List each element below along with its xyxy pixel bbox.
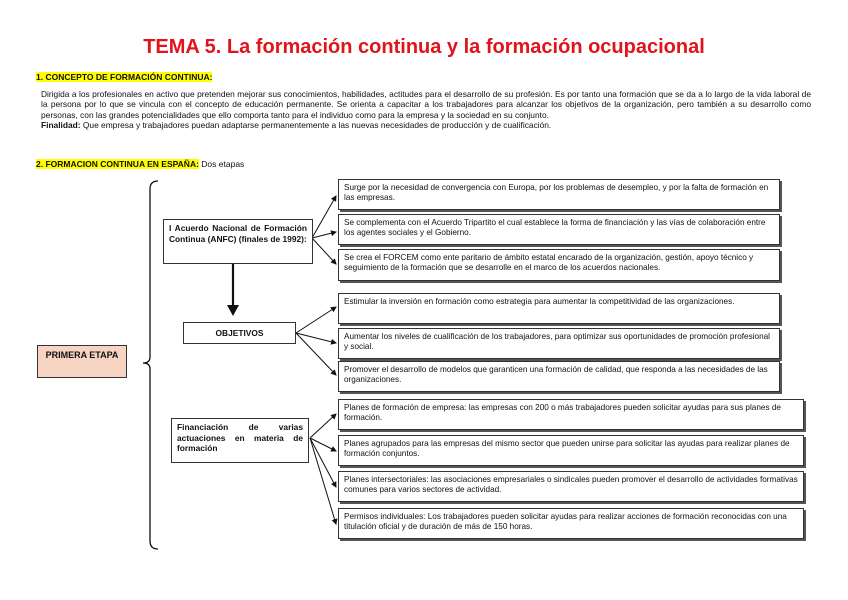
section1-text: Dirigida a los profesionales en activo que pretenden mejorar sus conocimientos, habilidades, actitudes para el desarrollo de su profesión. Es por tanto una formación que se da a lo largo de la vida laboral de la persona por lo que se vincula con el concepto de educación permanente. Se orienta a capacitar a los trabajadores para alcanzar los objetivos de la organización, pero también a su desarrollo como personas, con las grandes potencialidades que ello comporta tanto para el individuo como para la empresa y la sociedad en su conjunto. — [41, 89, 811, 120]
anfc-item-3: Se crea el FORCEM como ente paritario de ámbito estatal encarado de la organización, gestión, apoyo técnico y seguimiento de la formación que se desarrolle en el marco de los acuerdos nacionales. — [338, 249, 780, 281]
arrow-down-head — [227, 305, 239, 316]
anfc-item-2: Se complementa con el Acuerdo Tripartito el cual establece la forma de financiación y las vías de colaboración entre los agentes sociales y el Gobierno. — [338, 214, 780, 245]
anfc-item-1: Surge por la necesidad de convergencia con Europa, por los problemas de desempleo, y por la falta de formación en las empresas. — [338, 179, 780, 210]
section2-suffix: Dos etapas — [201, 159, 245, 169]
arrow-g2-i3 — [296, 333, 336, 375]
financiacion-item-2: Planes agrupados para las empresas del mismo sector que pueden unirse para solicitar las ayudas para realizar planes de formación conjuntos. — [338, 435, 804, 466]
arrow-g1-i3 — [312, 238, 336, 264]
financiacion-item-1: Planes de formación de empresa: las empresas con 200 o más trabajadores pueden solicitar ayudas para sus planes de formación. — [338, 399, 804, 430]
arrow-g1-i2 — [312, 232, 336, 238]
arrow-g1-i1 — [312, 196, 336, 238]
stage-box: PRIMERA ETAPA — [37, 345, 127, 378]
section1-heading: 1. CONCEPTO DE FORMACIÓN CONTINUA: — [36, 72, 213, 82]
objetivo-item-2: Aumentar los niveles de cualificación de los trabajadores, para optimizar sus oportunidades de promoción profesional y social. — [338, 328, 780, 359]
stage-bracket — [143, 181, 158, 549]
arrow-g2-i1 — [296, 307, 336, 333]
financiacion-item-3: Planes intersectoriales: las asociaciones empresariales o sindicales pueden promover el desarrollo de actividades formativas comunes para varios sectores de actividad. — [338, 471, 804, 502]
section2-heading: 2. FORMACION CONTINUA EN ESPAÑA: — [36, 159, 199, 169]
objetivo-item-1: Estimular la inversión en formación como estrategia para aumentar la competitividad de las organizaciones. — [338, 293, 780, 324]
group-objetivos: OBJETIVOS — [183, 322, 296, 344]
arrow-g3-i1 — [310, 414, 336, 438]
finalidad-text: Que empresa y trabajadores puedan adaptarse permanentemente a las nuevas necesidades de producción y de cualificación. — [82, 119, 552, 130]
group-financiacion: Financiación de varias actuaciones en materia de formación — [171, 418, 309, 463]
finalidad-label: Finalidad: — [41, 119, 81, 130]
arrow-g2-i2 — [296, 333, 336, 343]
financiacion-item-4: Permisos individuales: Los trabajadores pueden solicitar ayudas para realizar acciones de formación reconocidas con una titulación oficial y de duración de más de 150 horas. — [338, 508, 804, 539]
objetivo-item-3: Promover el desarrollo de modelos que garanticen una formación de calidad, que responda a las necesidades de las organizaciones. — [338, 361, 780, 392]
group-anfc: I Acuerdo Nacional de Formación Continua (ANFC) (finales de 1992): — [163, 219, 313, 264]
arrow-g3-i4 — [310, 438, 336, 524]
page-title: TEMA 5. La formación continua y la formación ocupacional — [143, 36, 705, 58]
